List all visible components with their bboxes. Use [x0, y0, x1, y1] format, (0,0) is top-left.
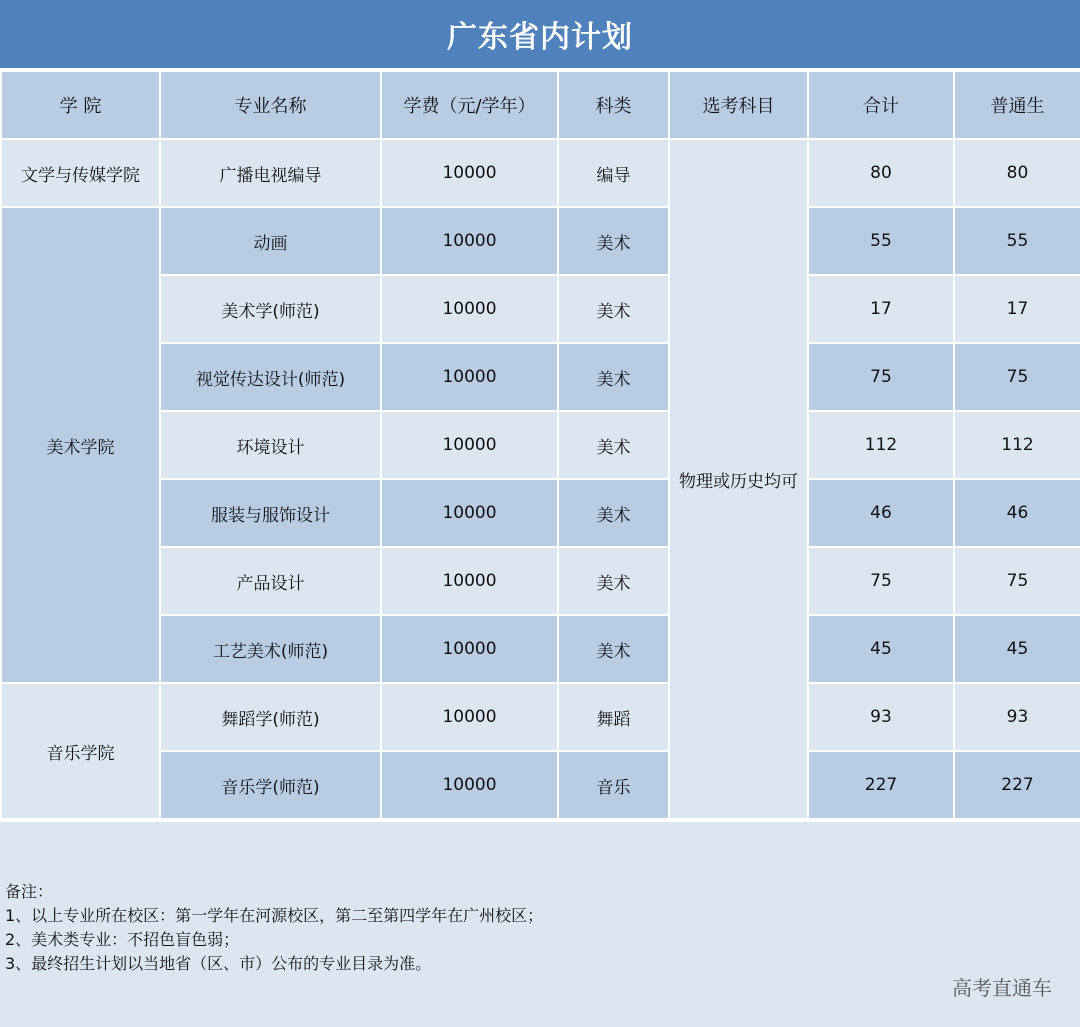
total-cell: 112 — [808, 411, 954, 479]
note-item: 2、美术类专业：不招色盲色弱； — [5, 930, 240, 949]
major-cell: 广播电视编导 — [160, 139, 381, 207]
total-cell: 93 — [808, 683, 954, 751]
fee-cell: 10000 — [381, 751, 558, 819]
total-cell: 55 — [808, 207, 954, 275]
college-cell: 音乐学院 — [1, 683, 160, 819]
college-cell: 美术学院 — [1, 207, 160, 683]
major-cell: 视觉传达设计(师范) — [160, 343, 381, 411]
regular-cell: 17 — [954, 275, 1080, 343]
header-category: 科类 — [558, 71, 669, 139]
fee-cell: 10000 — [381, 479, 558, 547]
enrollment-plan-table — [0, 70, 1080, 820]
major-cell: 环境设计 — [160, 411, 381, 479]
table-row — [1, 139, 1080, 207]
notes-text — [5, 880, 543, 976]
regular-cell: 75 — [954, 547, 1080, 615]
total-cell: 227 — [808, 751, 954, 819]
category-cell: 美术 — [558, 275, 669, 343]
regular-cell: 93 — [954, 683, 1080, 751]
note-item: 1、以上专业所在校区：第一学年在河源校区，第二至第四学年在广州校区； — [5, 906, 544, 925]
table-row — [1, 683, 1080, 751]
fee-cell: 10000 — [381, 683, 558, 751]
table-row — [1, 411, 1080, 479]
category-cell: 美术 — [558, 547, 669, 615]
table-title: 广东省内计划 — [0, 0, 1080, 68]
category-cell: 编导 — [558, 139, 669, 207]
table-row — [1, 275, 1080, 343]
table-row — [1, 207, 1080, 275]
note-item: 3、最终招生计划以当地省（区、市）公布的专业目录为准。 — [5, 954, 432, 973]
header-fee: 学费（元/学年） — [381, 71, 558, 139]
total-cell: 45 — [808, 615, 954, 683]
fee-cell: 10000 — [381, 207, 558, 275]
table-row — [1, 547, 1080, 615]
total-cell: 17 — [808, 275, 954, 343]
notes-heading: 备注： — [5, 882, 54, 901]
fee-cell: 10000 — [381, 275, 558, 343]
category-cell: 美术 — [558, 207, 669, 275]
table-row — [1, 343, 1080, 411]
fee-cell: 10000 — [381, 139, 558, 207]
major-cell: 舞蹈学(师范) — [160, 683, 381, 751]
fee-cell: 10000 — [381, 411, 558, 479]
table-row — [1, 615, 1080, 683]
regular-cell: 227 — [954, 751, 1080, 819]
major-cell: 动画 — [160, 207, 381, 275]
header-subjects: 选考科目 — [669, 71, 808, 139]
subject-requirement-cell: 物理或历史均可 — [669, 139, 808, 819]
category-cell: 美术 — [558, 615, 669, 683]
total-cell: 46 — [808, 479, 954, 547]
category-cell: 音乐 — [558, 751, 669, 819]
notes-section — [0, 822, 1080, 1027]
category-cell: 舞蹈 — [558, 683, 669, 751]
regular-cell: 112 — [954, 411, 1080, 479]
header-row — [1, 71, 1080, 139]
category-cell: 美术 — [558, 479, 669, 547]
major-cell: 产品设计 — [160, 547, 381, 615]
header-regular: 普通生 — [954, 71, 1080, 139]
regular-cell: 46 — [954, 479, 1080, 547]
fee-cell: 10000 — [381, 615, 558, 683]
college-cell: 文学与传媒学院 — [1, 139, 160, 207]
major-cell: 美术学(师范) — [160, 275, 381, 343]
regular-cell: 55 — [954, 207, 1080, 275]
major-cell: 音乐学(师范) — [160, 751, 381, 819]
total-cell: 75 — [808, 343, 954, 411]
fee-cell: 10000 — [381, 343, 558, 411]
regular-cell: 45 — [954, 615, 1080, 683]
header-total: 合计 — [808, 71, 954, 139]
header-major: 专业名称 — [160, 71, 381, 139]
category-cell: 美术 — [558, 343, 669, 411]
major-cell: 服装与服饰设计 — [160, 479, 381, 547]
header-college: 学 院 — [1, 71, 160, 139]
regular-cell: 75 — [954, 343, 1080, 411]
major-cell: 工艺美术(师范) — [160, 615, 381, 683]
watermark: 高考直通车 — [952, 976, 1052, 1000]
table-row — [1, 751, 1080, 819]
fee-cell: 10000 — [381, 547, 558, 615]
regular-cell: 80 — [954, 139, 1080, 207]
table-row — [1, 479, 1080, 547]
total-cell: 75 — [808, 547, 954, 615]
total-cell: 80 — [808, 139, 954, 207]
category-cell: 美术 — [558, 411, 669, 479]
